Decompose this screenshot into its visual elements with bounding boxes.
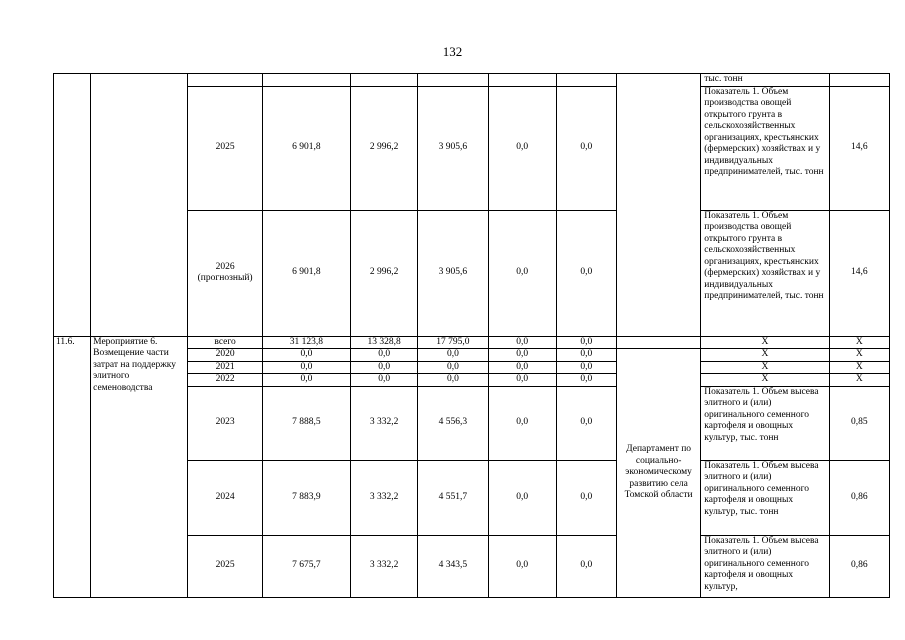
year-cell: 2021 xyxy=(188,361,262,374)
value-cell: 0,86 xyxy=(829,460,889,535)
regional-cell: 4 551,7 xyxy=(418,460,488,535)
year-cell: 2026 (прогнозный) xyxy=(188,210,262,336)
local-cell: 0,0 xyxy=(488,460,556,535)
year-cell: 2024 xyxy=(188,460,262,535)
local-cell: 0,0 xyxy=(488,86,556,210)
extra-cell: 0,0 xyxy=(556,374,616,387)
local-cell: 0,0 xyxy=(488,336,556,349)
value-cell: 0,86 xyxy=(829,535,889,597)
local-cell xyxy=(488,74,556,87)
value-cell: Х xyxy=(829,349,889,362)
regional-cell: 4 343,5 xyxy=(418,535,488,597)
year-cell: 2023 xyxy=(188,386,262,460)
regional-cell: 4 556,3 xyxy=(418,386,488,460)
measure-number: 11.6. xyxy=(54,336,91,597)
regional-cell: 3 905,6 xyxy=(418,86,488,210)
federal-cell: 3 332,2 xyxy=(351,535,418,597)
value-cell: Х xyxy=(829,336,889,349)
prev-number-cell xyxy=(54,74,91,337)
indicator-cell: Х xyxy=(701,361,829,374)
value-cell: Х xyxy=(829,374,889,387)
federal-cell: 0,0 xyxy=(351,374,418,387)
total-cell: 0,0 xyxy=(262,361,350,374)
extra-cell: 0,0 xyxy=(556,210,616,336)
extra-cell: 0,0 xyxy=(556,86,616,210)
local-cell: 0,0 xyxy=(488,386,556,460)
federal-cell: 2 996,2 xyxy=(351,86,418,210)
total-cell: 6 901,8 xyxy=(262,210,350,336)
total-cell: 7 883,9 xyxy=(262,460,350,535)
indicator-cell: Х xyxy=(701,349,829,362)
table-row xyxy=(54,336,890,349)
local-cell: 0,0 xyxy=(488,210,556,336)
prev-executor-cell xyxy=(616,74,700,337)
indicator-cell: Показатель 1. Объем производства овощей открытого грунта в сельскохозяйственных организациях, крестьянских (фермерских) хозяйствах и у индивидуальных предпринимателей, тыс. тонн xyxy=(701,210,829,336)
measure-name: Мероприятие 6. Возмещение части затрат на поддержку элитного семеноводства xyxy=(91,336,188,597)
local-cell: 0,0 xyxy=(488,349,556,362)
federal-cell xyxy=(351,74,418,87)
local-cell: 0,0 xyxy=(488,361,556,374)
total-cell: 6 901,8 xyxy=(262,86,350,210)
year-cell: 2020 xyxy=(188,349,262,362)
value-cell xyxy=(829,74,889,87)
indicator-cell: Показатель 1. Объем производства овощей открытого грунта в сельскохозяйственных организациях, крестьянских (фермерских) хозяйствах и у индивидуальных предпринимателей, тыс. тонн xyxy=(701,86,829,210)
indicator-cell: Показатель 1. Объем высева элитного и (или) оригинального семенного картофеля и овощных культур, тыс. тонн xyxy=(701,386,829,460)
federal-cell: 2 996,2 xyxy=(351,210,418,336)
page-number: 132 xyxy=(442,44,463,59)
local-cell: 0,0 xyxy=(488,374,556,387)
federal-cell: 0,0 xyxy=(351,361,418,374)
year-cell: 2022 xyxy=(188,374,262,387)
regional-cell: 3 905,6 xyxy=(418,210,488,336)
indicator-cell: Х xyxy=(701,374,829,387)
federal-cell: 13 328,8 xyxy=(351,336,418,349)
regional-cell: 0,0 xyxy=(418,361,488,374)
regional-cell xyxy=(418,74,488,87)
indicator-cell: тыс. тонн xyxy=(701,74,829,87)
year-cell: всего xyxy=(188,336,262,349)
total-cell: 7 675,7 xyxy=(262,535,350,597)
indicator-cell: Показатель 1. Объем высева элитного и (или) оригинального семенного картофеля и овощных культур, тыс. тонн xyxy=(701,460,829,535)
total-cell: 0,0 xyxy=(262,374,350,387)
extra-cell: 0,0 xyxy=(556,386,616,460)
total-cell: 31 123,8 xyxy=(262,336,350,349)
executor-empty-cell xyxy=(616,336,700,349)
year-cell: 2025 xyxy=(188,86,262,210)
year-cell xyxy=(188,74,262,87)
federal-cell: 0,0 xyxy=(351,349,418,362)
extra-cell: 0,0 xyxy=(556,460,616,535)
indicator-cell: Х xyxy=(701,336,829,349)
extra-cell: 0,0 xyxy=(556,361,616,374)
regional-cell: 0,0 xyxy=(418,349,488,362)
regional-cell: 17 795,0 xyxy=(418,336,488,349)
value-cell: 0,85 xyxy=(829,386,889,460)
program-table xyxy=(53,73,890,598)
total-cell: 7 888,5 xyxy=(262,386,350,460)
federal-cell: 3 332,2 xyxy=(351,386,418,460)
value-cell: Х xyxy=(829,361,889,374)
table-row xyxy=(54,74,890,87)
extra-cell: 0,0 xyxy=(556,349,616,362)
prev-name-cell xyxy=(91,74,188,337)
federal-cell: 3 332,2 xyxy=(351,460,418,535)
value-cell: 14,6 xyxy=(829,210,889,336)
extra-cell xyxy=(556,74,616,87)
executor-cell: Департамент по социально-экономическому развитию села Томской области xyxy=(616,349,700,598)
total-cell: 0,0 xyxy=(262,349,350,362)
value-cell: 14,6 xyxy=(829,86,889,210)
extra-cell: 0,0 xyxy=(556,535,616,597)
year-cell: 2025 xyxy=(188,535,262,597)
indicator-cell: Показатель 1. Объем высева элитного и (или) оригинального семенного картофеля и овощных культур, xyxy=(701,535,829,597)
local-cell: 0,0 xyxy=(488,535,556,597)
total-cell xyxy=(262,74,350,87)
extra-cell: 0,0 xyxy=(556,336,616,349)
regional-cell: 0,0 xyxy=(418,374,488,387)
